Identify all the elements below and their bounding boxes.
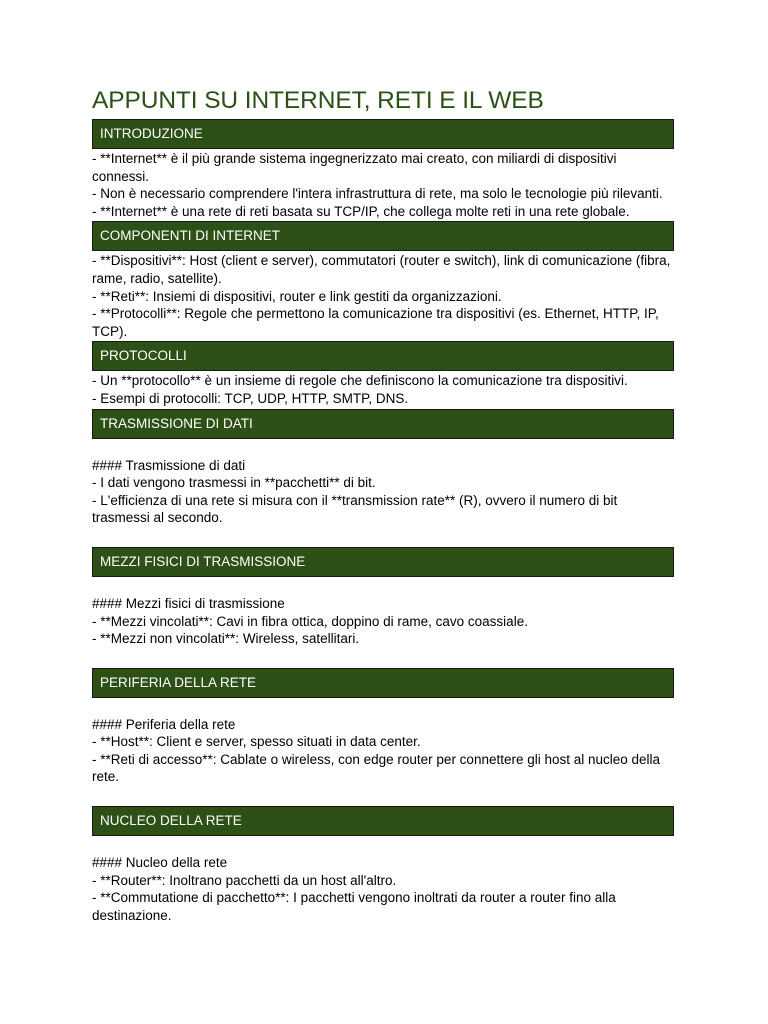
body-line: #### Periferia della rete — [92, 716, 236, 732]
section-mezzi-fisici — [92, 547, 674, 668]
section-header: NUCLEO DELLA RETE — [92, 806, 674, 836]
body-line: - Esempi di protocolli: TCP, UDP, HTTP, SMTP, DNS. — [92, 390, 409, 406]
section-body — [92, 439, 674, 547]
body-line: - **Commutatione di pacchetto**: I pacchetti vengono inoltrati da router a router fino alla destinazione. — [92, 890, 616, 923]
section-periferia — [92, 668, 674, 806]
body-line: - L'efficienza di una rete si misura con il **transmission rate** (R), ovvero il numero di bit trasmessi al secondo. — [92, 492, 618, 526]
document-title: APPUNTI SU INTERNET, RETI E IL WEB — [92, 87, 544, 114]
body-line: #### Mezzi fisici di trasmissione — [92, 595, 285, 611]
section-introduzione — [92, 119, 674, 221]
body-line: - **Protocolli**: Regole che permettono la comunicazione tra dispositivi (es. Ethernet, HTTP, IP, TCP). — [92, 306, 659, 339]
section-header: MEZZI FISICI DI TRASMISSIONE — [92, 547, 674, 577]
body-line: - **Mezzi non vincolati**: Wireless, satellitari. — [92, 631, 360, 647]
body-line: - **Reti di accesso**: Cablate o wireless, con edge router per connettere gli host al nucleo della rete. — [92, 751, 661, 785]
body-line: - **Router**: Inoltrano pacchetti da un host all'altro. — [92, 872, 397, 888]
body-line: - Un **protocollo** è un insieme di regole che definiscono la comunicazione tra dispositivi. — [92, 373, 628, 389]
section-header: PROTOCOLLI — [92, 341, 674, 371]
section-header: PERIFERIA DELLA RETE — [92, 668, 674, 698]
section-header: COMPONENTI DI INTERNET — [92, 221, 674, 251]
section-header: TRASMISSIONE DI DATI — [92, 409, 674, 439]
body-line: - **Dispositivi**: Host (client e server), commutatori (router e switch), link di comunicazione (fibra, rame, radio, satellite). — [92, 253, 671, 286]
section-protocolli — [92, 341, 674, 408]
section-trasmissione — [92, 409, 674, 547]
body-line: #### Trasmissione di dati — [92, 457, 246, 473]
document-page — [92, 86, 674, 944]
section-body — [92, 836, 674, 944]
section-componenti — [92, 221, 674, 341]
section-nucleo — [92, 806, 674, 944]
body-line: - **Mezzi vincolati**: Cavi in fibra ottica, doppino di rame, cavo coassiale. — [92, 613, 528, 629]
section-body — [92, 251, 674, 341]
body-line: - **Internet** è il più grande sistema ingegnerizzato mai creato, con miliardi di dispositivi connessi. — [92, 151, 617, 184]
section-body — [92, 577, 674, 668]
section-header: INTRODUZIONE — [92, 119, 674, 149]
body-line: #### Nucleo della rete — [92, 855, 228, 871]
body-line: - Non è necessario comprendere l'intera infrastruttura di rete, ma solo le tecnologie più rilevanti. — [92, 186, 663, 202]
body-line: - **Reti**: Insiemi di dispositivi, router e link gestiti da organizzazioni. — [92, 288, 502, 304]
body-line: - **Host**: Client e server, spesso situati in data center. — [92, 734, 421, 750]
section-body — [92, 371, 674, 408]
body-line: - I dati vengono trasmessi in **pacchetti** di bit. — [92, 475, 376, 491]
section-body — [92, 698, 674, 806]
body-line: - **Internet** è una rete di reti basata su TCP/IP, che collega molte reti in una rete globale. — [92, 203, 630, 219]
section-body — [92, 149, 674, 221]
